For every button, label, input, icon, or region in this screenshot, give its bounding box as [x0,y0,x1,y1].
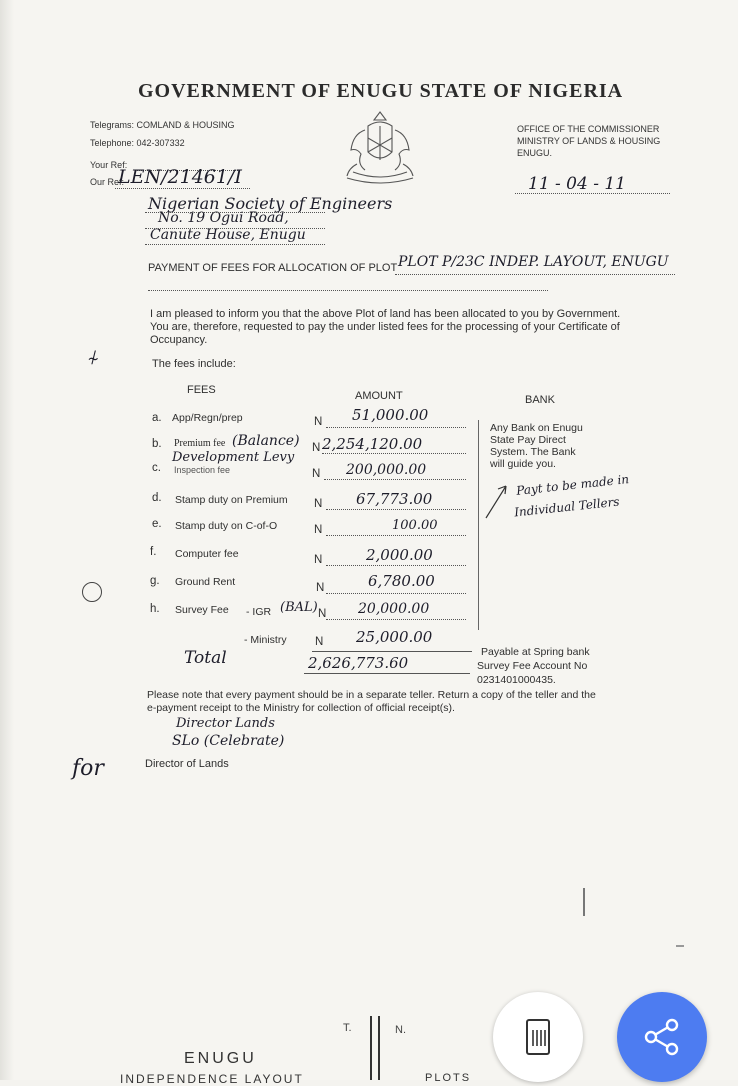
survey-note-line-2: Survey Fee Account No [477,660,588,672]
office-line-1: OFFICE OF THE COMMISSIONER [517,124,660,134]
subject-dots [395,274,675,275]
row-h-letter: h. [150,603,160,615]
survey-note-line-3: 0231401000435. [477,674,556,686]
row-b-currency: N [312,442,321,454]
office-line-2: MINISTRY OF LANDS & HOUSING [517,136,661,146]
bank-note-line-4: will guide you. [490,458,556,470]
map-road-line-2 [378,1016,380,1080]
row-g-letter: g. [150,575,160,587]
share-icon [641,1016,683,1058]
row-h-dots [326,619,466,620]
map-n-label: N. [395,1024,406,1036]
hand-note-line-2: Individual Tellers [513,494,621,520]
map-plots-label: PLOTS [425,1072,472,1084]
row-d-currency: N [314,498,323,510]
survey-note-line-1: Payable at Spring bank [481,646,590,658]
total-label: Total [184,648,227,668]
scan-shadow [0,0,14,1080]
bank-note-line-3: System. The Bank [490,446,576,458]
col-fees-header: FEES [187,384,216,396]
row-c-label: Inspection fee [174,465,231,475]
row-b-hand-label: (Balance) [232,433,300,449]
share-button[interactable] [617,992,707,1082]
col-bank-header: BANK [525,394,555,406]
addressee-dots-1 [145,212,325,213]
row-c-currency: N [312,468,321,480]
row-c-hand-label: Development Levy [172,450,295,465]
row-h-label: Survey Fee [175,604,229,616]
document-title: GOVERNMENT OF ENUGU STATE OF NIGERIA [138,80,624,102]
scan-mark-2 [676,945,684,947]
row-h-sub: - IGR [246,606,272,618]
row-f-letter: f. [150,546,157,558]
document-view-button[interactable] [493,992,583,1082]
footer-note-line-1: Please note that every payment should be in a separate teller. Return a copy of the teller and the [147,689,596,701]
row-f-dots [326,565,466,566]
total-amount: 2,626,773.60 [308,654,409,672]
row-a-currency: N [314,416,323,428]
footer-note-line-2: e-payment receipt to the Ministry for collection of official receipt(s). [147,702,455,714]
our-ref-value: LEN/21461/I [118,166,242,188]
office-line-3: ENUGU. [517,148,553,158]
row-a-letter: a. [152,412,162,424]
row-f-label: Computer fee [175,548,239,560]
row-b-label: Premium fee [174,438,226,449]
addressee-dots-2 [145,228,325,229]
coat-of-arms-icon [335,108,425,188]
intro-line-3: Occupancy. [150,334,208,346]
row-d-dots [326,509,466,510]
row-g-amount: 6,780.00 [368,572,435,590]
subject-value: PLOT P/23C INDEP. LAYOUT, ENUGU [398,254,669,270]
row-g-currency: N [316,582,325,594]
our-ref-dots [115,188,250,189]
our-ref-label-text: Our Ref: [90,177,125,187]
your-ref-label: Your Ref: [90,160,128,170]
margin-mark-circle [82,582,102,602]
signature-line-2: SLo (Celebrate) [172,733,285,749]
subject-label: PAYMENT OF FEES FOR ALLOCATION OF PLOT [148,262,398,274]
row-c-amount: 200,000.00 [346,462,427,478]
map-road-line-1 [370,1016,372,1080]
row-c-dots [324,479,466,480]
document-icon [525,1018,551,1056]
ministry-currency: N [315,636,324,648]
row-e-label: Stamp duty on C-of-O [175,520,278,532]
intro-line-1: I am pleased to inform you that the above Plot of land has been allocated to you by Government. [150,308,621,320]
bank-note-line-1: Any Bank on Enugu [490,422,583,434]
col-amount-header: AMOUNT [355,390,403,402]
map-t-label: T. [343,1022,352,1034]
row-e-amount: 100.00 [392,518,438,533]
row-d-letter: d. [152,492,162,504]
row-d-amount: 67,773.00 [356,490,433,508]
bank-bracket [478,420,479,630]
row-b-dots [322,453,466,454]
total-rule-top [312,651,472,652]
row-f-amount: 2,000.00 [366,546,433,564]
total-rule-bottom [304,673,470,674]
map-enugu-label: ENUGU [184,1050,257,1067]
telegrams-line: Telegrams: COMLAND & HOUSING [90,120,235,130]
addressee-line-3: Canute House, Enugu [150,227,306,243]
row-h-currency: N [318,608,327,620]
row-g-label: Ground Rent [175,576,236,588]
row-h-hand-sub: (BAL) [280,600,318,615]
director-label: Director of Lands [145,758,229,770]
row-f-currency: N [314,554,323,566]
bank-note-line-2: State Pay Direct [490,434,566,446]
row-d-label: Stamp duty on Premium [175,494,288,506]
margin-mark-2: ⍭ [86,345,98,369]
hand-note-line-1: Payt to be made in [515,472,630,498]
intro-line-2: You are, therefore, requested to pay the under listed fees for the processing of your Certificate of [150,321,620,333]
row-h-amount: 20,000.00 [358,601,430,617]
signature-line-1: Director Lands [176,716,275,731]
row-e-currency: N [314,524,323,536]
date-dots [515,193,670,194]
ministry-amount: 25,000.00 [356,628,433,646]
row-a-amount: 51,000.00 [352,406,429,424]
subject-dots-2 [148,290,548,291]
letter-date: 11 - 04 - 11 [528,174,626,194]
row-e-dots [326,535,466,536]
row-b-letter: b. [152,438,162,450]
addressee-line-1: Nigerian Society of Engineers [148,194,393,213]
row-c-letter: c. [152,462,161,474]
row-a-dots [326,427,466,428]
telephone-line: Telephone: 042-307332 [90,138,185,148]
scan-mark-1 [583,888,585,916]
addressee-line-2: No. 19 Ogui Road, [158,210,289,226]
addressee-dots-3 [145,244,325,245]
signature-for: for [72,756,104,781]
row-e-letter: e. [152,518,162,530]
row-a-label: App/Regn/prep [172,412,243,424]
map-layout-label: INDEPENDENCE LAYOUT [120,1072,304,1086]
row-g-dots [326,593,466,594]
fees-include-label: The fees include: [152,358,236,370]
row-b-amount: 2,254,120.00 [322,435,423,453]
hand-arrow-icon [482,482,512,522]
ministry-label: - Ministry [244,634,287,646]
